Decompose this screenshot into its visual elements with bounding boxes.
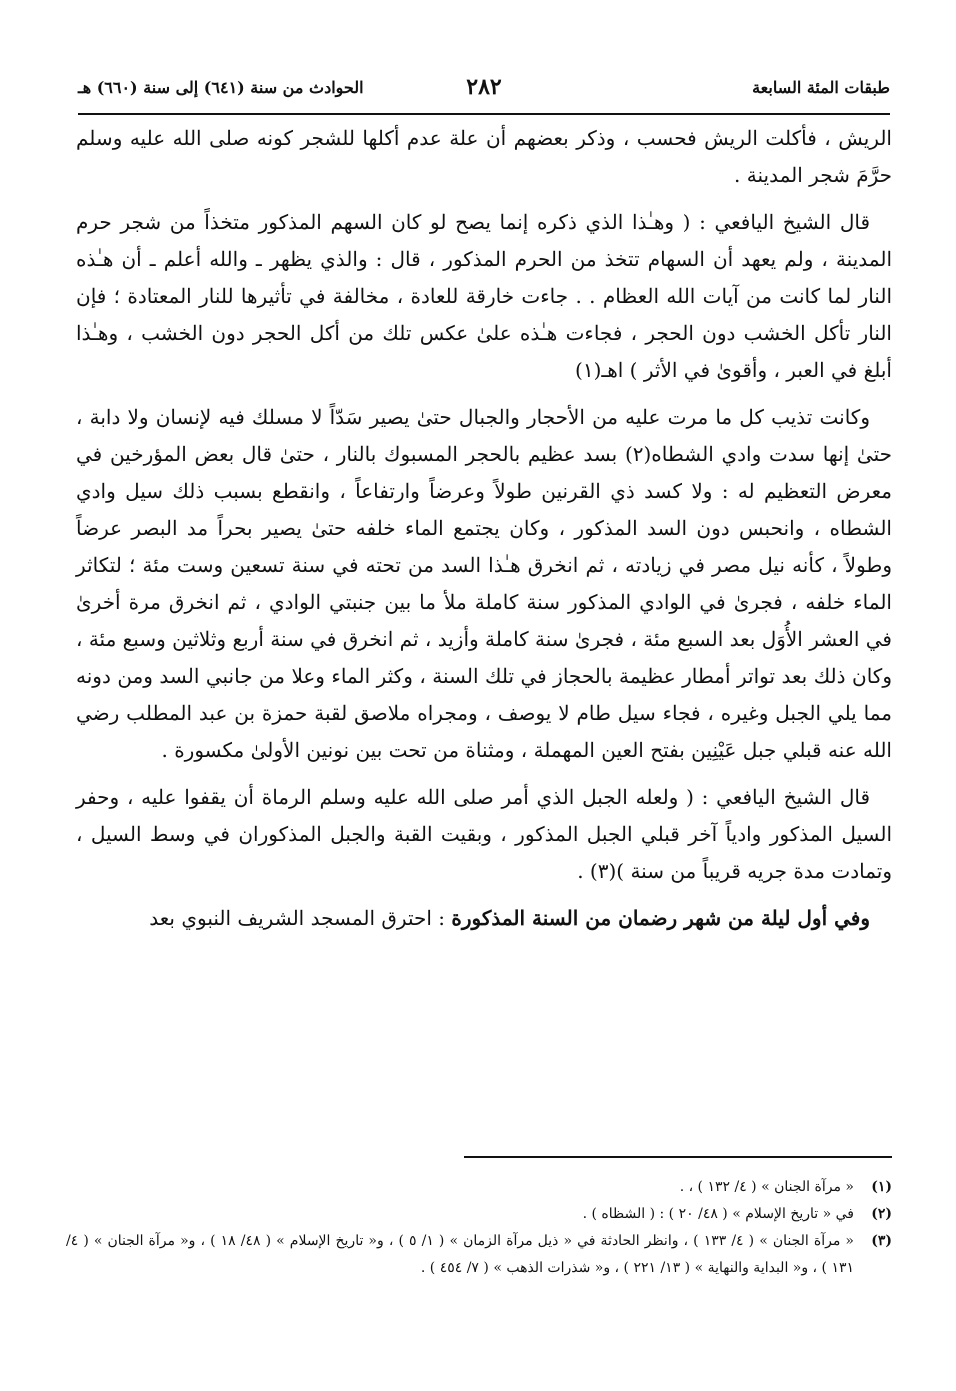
paragraph-last <box>76 900 892 937</box>
footnote-text: « مرآة الجنان » ( ٤/ ١٣٣ ) ، وانظر الحادثة في « ذيل مرآة الزمان » ( ١/ ٥ ) ، و« تاريخ الإسلام » ( ٤٨/ ١٨ ) ، و« مرآة الجنان » ( ٤/ ١٣١ ) ، و« البداية والنهاية » ( ١٣/ ٢٢١ ) ، و« شذرات الذهب » ( ٧/ ٤٥٤ ) . <box>66 1233 854 1276</box>
page-number: ٢٨٢ <box>466 74 502 100</box>
footnote <box>66 1174 892 1201</box>
footnote-number: (١) <box>871 1179 892 1195</box>
running-header <box>78 74 890 110</box>
footnote <box>66 1201 892 1228</box>
footnote-number: (٣) <box>871 1233 892 1249</box>
paragraph-rest: : احترق المسجد الشريف النبوي بعد <box>149 906 452 930</box>
footnote-rule <box>464 1156 892 1158</box>
footnotes <box>66 1174 892 1282</box>
paragraph: قال الشيخ اليافعي : ( وهـٰذا الذي ذكره إنما يصح لو كان السهم المذكور متخذاً من شجر حرم المدينة ، ولم يعهد أن السهام تتخذ من الحرم المذكور ، قال : والذي يظهر ـ والله أعلم ـ أن هـٰذه النار لما كانت من آيات الله العظام . . جاءت خارقة للعادة ، مخالفة في تأثيرها للنار المعتادة ؛ فإن النار تأكل الخشب دون الحجر ، فجاءت هـٰذه علىٰ عكس تلك من أكل الحجر دون الخشب ، وهـٰذا أبلغ في العبر ، وأقوىٰ في الأثر ) اهـ(١) <box>76 210 892 382</box>
footnote <box>66 1228 892 1282</box>
chapter-title: الحوادث من سنة (٦٤١) إلى سنة (٦٦٠) هـ <box>78 78 364 97</box>
footnote-number: (٢) <box>871 1206 892 1222</box>
section-title: طبقات المئة السابعة <box>752 78 890 97</box>
paragraph: قال الشيخ اليافعي : ( ولعله الجبل الذي أمر صلى الله عليه وسلم الرماة أن يقفوا عليه ، وحفر السيل المذكور وادياً آخر قبلي الجبل المذكور ، وبقيت القبة والجبل المذكوران في وسط السيل ، وتمادت مدة جريه قريباً من سنة )(٣) . <box>76 785 892 883</box>
footnote-text: « مرآة الجنان » ( ٤/ ١٣٢ ) ، . <box>679 1179 854 1195</box>
footnote-text: في « تاريخ الإسلام » ( ٤٨/ ٢٠ ) : ( الشظاه ) . <box>582 1206 854 1222</box>
main-text <box>76 120 892 947</box>
paragraph: الريش ، فأكلت الريش فحسب ، وذكر بعضهم أن علة عدم أكلها للشجر كونه صلى الله عليه وسلم حرَّمَ شجر المدينة . <box>76 126 892 187</box>
paragraph-lead: وفي أول ليلة من شهر رضمان من السنة المذكورة <box>451 906 870 930</box>
header-rule <box>78 113 890 115</box>
paragraph: وكانت تذيب كل ما مرت عليه من الأحجار والجبال حتىٰ يصير سَدّاً لا مسلك فيه لإنسان ولا دابة ، حتىٰ إنها سدت وادي الشطاه(٢) بسد عظيم بالحجر المسبوك بالنار ، حتىٰ قال بعض المؤرخين في معرض التعظيم له : ولا كسد ذي القرنين طولاً وعرضاً وارتفاعاً ، وانقطع بسبب ذلك سيل وادي الشطاه ، وانحبس دون السد المذكور ، وكان يجتمع الماء خلفه حتىٰ يصير بحراً مد البصر عرضاً وطولاً ، كأنه نيل مصر في زيادته ، ثم انخرق هـٰذا السد من تحته في سنة تسعين وست مئة ؛ لتكاثر الماء خلفه ، فجرىٰ في الوادي المذكور سنة كاملة ملأ ما بين جنبتي الوادي ، ثم انخرق مرة أخرىٰ في العشر الأُوَل بعد السبع مئة ، فجرىٰ سنة كاملة وأزيد ، ثم انخرق في سنة أربع وثلاثين وسبع مئة ، وكان ذلك بعد تواتر أمطار عظيمة بالحجاز في تلك السنة ، وكثر الماء وعلا من جانبي السد ومن دونه مما يلي الجبل وغيره ، فجاء سيل طام لا يوصف ، ومجراه ملاصق لقبة حمزة بن عبد المطلب رضي الله عنه قبلي جبل عَيْنِين بفتح العين المهملة ، ومثناة من تحت بين نونين الأولىٰ مكسورة . <box>76 405 892 762</box>
